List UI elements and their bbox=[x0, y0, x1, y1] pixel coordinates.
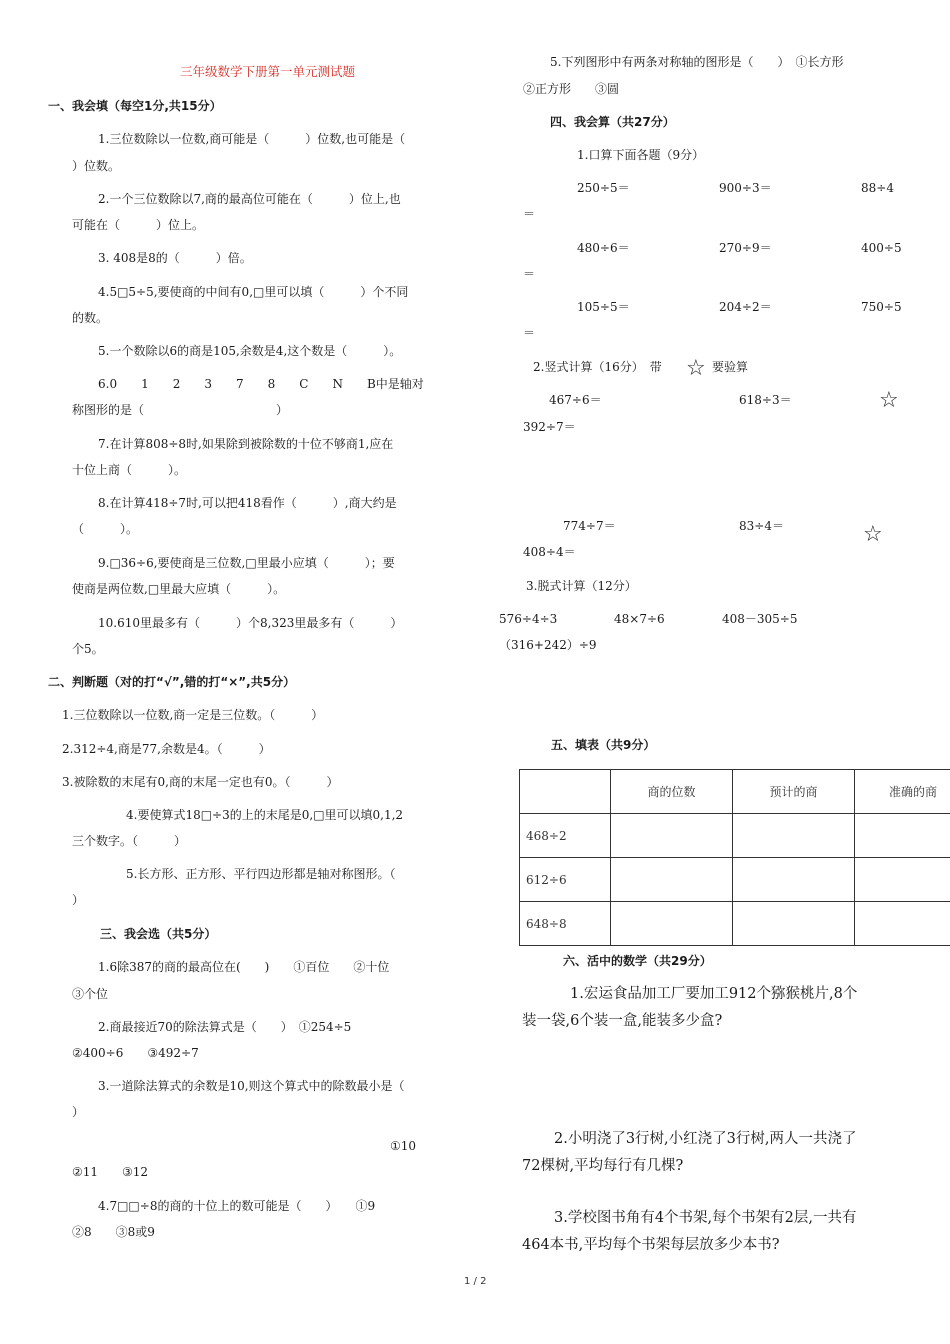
s1-q4-line2: 的数。 bbox=[72, 311, 109, 325]
s1-q9-line1: 9.□36÷6,要使商是三位数,□里最小应填（ ）；要 bbox=[98, 556, 395, 570]
s1-q5: 5.一个数除以6的商是105,余数是4,这个数是（ ）。 bbox=[98, 344, 402, 358]
section-3-heading: 三、我会选（共5分） bbox=[100, 927, 217, 941]
table-row-label: 468÷2 bbox=[520, 814, 611, 858]
s3-q1-line1: 1.6除387的商的最高位在( ) ①百位 ②十位 bbox=[98, 960, 390, 974]
table-cell[interactable] bbox=[855, 902, 950, 946]
oral-3-2: 204÷2＝ bbox=[719, 300, 772, 314]
oral-1-2: 900÷3＝ bbox=[719, 181, 772, 195]
oral-2-1: 480÷6＝ bbox=[577, 241, 630, 255]
table-header-blank bbox=[520, 770, 611, 814]
table-row bbox=[520, 814, 950, 858]
s1-q10-line1: 10.610里最多有（ ）个8,323里最多有（ ） bbox=[98, 616, 403, 630]
oral-1-3-equals: ＝ bbox=[523, 207, 536, 221]
oral-3-3-equals: ＝ bbox=[523, 326, 536, 340]
step-calc-4: （316+242）÷9 bbox=[499, 638, 597, 652]
table-cell[interactable] bbox=[855, 814, 950, 858]
vertical-calc-1: 467÷6＝ bbox=[549, 393, 602, 407]
oral-3-1: 105÷5＝ bbox=[577, 300, 630, 314]
page-title: 三年级数学下册第一单元测试题 bbox=[180, 64, 356, 79]
table-row bbox=[520, 858, 950, 902]
table-header-digits: 商的位数 bbox=[611, 770, 733, 814]
table-row-label: 648÷8 bbox=[520, 902, 611, 946]
s1-q1-line2: ）位数。 bbox=[72, 159, 121, 173]
s1-q3: 3. 408是8的（ ）倍。 bbox=[98, 251, 252, 265]
s3-q4-line1: 4.7□□÷8的商的十位上的数可能是（ ） ①9 bbox=[98, 1199, 376, 1213]
s1-q6-line2: 称图形的是（ ） bbox=[72, 403, 289, 417]
table-cell[interactable] bbox=[611, 902, 733, 946]
oral-1-3: 88÷4 bbox=[861, 181, 894, 195]
s6-q3-line1: 3.学校图书角有4个书架,每个书架有2层,一共有 bbox=[554, 1210, 857, 1226]
oral-2-3: 400÷5 bbox=[861, 241, 902, 255]
table-cell[interactable] bbox=[733, 858, 855, 902]
s3-q5-line2: ②正方形 ③圆 bbox=[523, 82, 620, 96]
step-calc-1: 576÷4÷3 bbox=[499, 612, 558, 626]
s1-q8-line2: （ ）。 bbox=[72, 522, 139, 536]
s2-q2: 2.312÷4,商是77,余数是4。（ ） bbox=[62, 742, 271, 756]
s1-q1-line1: 1.三位数除以一位数,商可能是（ ）位数,也可能是（ bbox=[98, 132, 406, 146]
s1-q2-line1: 2.一个三位数除以7,商的最高位可能在（ ）位上,也 bbox=[98, 192, 401, 206]
table-cell[interactable] bbox=[733, 814, 855, 858]
section-6-heading: 六、活中的数学（共29分） bbox=[563, 954, 712, 968]
oral-1-1: 250÷5＝ bbox=[577, 181, 630, 195]
s2-q1: 1.三位数除以一位数,商一定是三位数。（ ） bbox=[62, 708, 324, 722]
s1-q9-line2: 使商是两位数,□里最大应填（ ）。 bbox=[72, 582, 286, 596]
section-4-heading: 四、我会算（共27分） bbox=[550, 115, 675, 129]
vertical-calc-2: 618÷3＝ bbox=[739, 393, 792, 407]
s3-q1-line2: ③个位 bbox=[72, 987, 109, 1001]
s2-q5-line1: 5.长方形、正方形、平行四边形都是轴对称图形。（ bbox=[126, 867, 396, 881]
s3-q2-line2: ②400÷6 ③492÷7 bbox=[72, 1046, 199, 1060]
s2-q4-line2: 三个数字。（ ） bbox=[72, 834, 187, 848]
table-cell[interactable] bbox=[611, 814, 733, 858]
vertical-calc-5: 83÷4＝ bbox=[739, 519, 784, 533]
section-1-heading: 一、我会填（每空1分,共15分） bbox=[48, 99, 222, 113]
s4-sub1: 1.口算下面各题（9分） bbox=[577, 148, 705, 162]
s3-q2-line1: 2.商最接近70的除法算式是（ ） ①254÷5 bbox=[98, 1020, 352, 1034]
star-icon: ☆ bbox=[863, 522, 883, 547]
table-cell[interactable] bbox=[855, 858, 950, 902]
s2-q3: 3.被除数的末尾有0,商的末尾一定也有0。（ ） bbox=[62, 775, 339, 789]
page-number: 1 / 2 bbox=[464, 1276, 487, 1287]
table-header-row bbox=[520, 770, 950, 814]
s1-q10-line2: 个5。 bbox=[72, 642, 104, 656]
vertical-calc-6: 408÷4＝ bbox=[523, 545, 576, 559]
table-row-label: 612÷6 bbox=[520, 858, 611, 902]
oral-2-3-equals: ＝ bbox=[523, 267, 536, 281]
oral-2-2: 270÷9＝ bbox=[719, 241, 772, 255]
fill-table bbox=[519, 769, 950, 946]
star-icon: ☆ bbox=[879, 388, 899, 413]
table-cell[interactable] bbox=[733, 902, 855, 946]
step-calc-3: 408－305÷5 bbox=[722, 612, 798, 626]
s1-q6-line1: 6.0 1 2 3 7 8 C N B中是轴对 bbox=[98, 377, 424, 391]
table-cell[interactable] bbox=[611, 858, 733, 902]
s3-q3-options: ②11 ③12 bbox=[72, 1165, 149, 1179]
s3-q3-line1: 3.一道除法算式的余数是10,则这个算式中的除数最小是（ bbox=[98, 1079, 405, 1093]
s1-q2-line2: 可能在（ ）位上。 bbox=[72, 218, 205, 232]
s2-q4-line1: 4.要使算式18□÷3的上的末尾是0,□里可以填0,1,2 bbox=[126, 808, 404, 822]
section-2-heading: 二、判断题（对的打“√”,错的打“×”,共5分） bbox=[48, 675, 296, 689]
section-5-heading: 五、填表（共9分） bbox=[551, 738, 656, 752]
vertical-calc-3: 392÷7＝ bbox=[523, 420, 576, 434]
s1-q7-line1: 7.在计算808÷8时,如果除到被除数的十位不够商1,应在 bbox=[98, 437, 394, 451]
s1-q8-line1: 8.在计算418÷7时,可以把418看作（ ）,商大约是 bbox=[98, 496, 397, 510]
s3-q3-option1: ①10 bbox=[390, 1139, 417, 1153]
s3-q3-line2: ） bbox=[72, 1105, 85, 1119]
s4-sub3: 3.脱式计算（12分） bbox=[526, 579, 637, 593]
s3-q5-line1: 5.下列图形中有两条对称轴的图形是（ ） ①长方形 bbox=[550, 55, 844, 69]
table-row bbox=[520, 902, 950, 946]
s6-q1-line1: 1.宏运食品加工厂要加工912个猕猴桃片,8个 bbox=[570, 986, 858, 1002]
s6-q2-line1: 2.小明浇了3行树,小红浇了3行树,两人一共浇了 bbox=[554, 1131, 857, 1147]
s3-q4-line2: ②8 ③8或9 bbox=[72, 1225, 155, 1239]
s4-sub2-prefix: 2.竖式计算（16分） 带 bbox=[533, 360, 662, 374]
s6-q1-line2: 装一袋,6个装一盒,能装多少盒? bbox=[522, 1013, 723, 1029]
s1-q4-line1: 4.5□5÷5,要使商的中间有0,□里可以填（ ）个不同 bbox=[98, 285, 409, 299]
s6-q2-line2: 72棵树,平均每行有几棵? bbox=[522, 1158, 684, 1174]
s6-q3-line2: 464本书,平均每个书架每层放多少本书? bbox=[522, 1237, 780, 1253]
star-icon: ☆ bbox=[686, 356, 706, 381]
step-calc-2: 48×7÷6 bbox=[614, 612, 665, 626]
oral-3-3: 750÷5 bbox=[861, 300, 902, 314]
s2-q5-line2: ） bbox=[72, 893, 85, 907]
vertical-calc-4: 774÷7＝ bbox=[563, 519, 616, 533]
table-header-estimate: 预计的商 bbox=[733, 770, 855, 814]
s4-sub2-suffix: 要验算 bbox=[712, 360, 749, 374]
s1-q7-line2: 十位上商（ ）。 bbox=[72, 463, 187, 477]
table-header-exact: 准确的商 bbox=[855, 770, 950, 814]
